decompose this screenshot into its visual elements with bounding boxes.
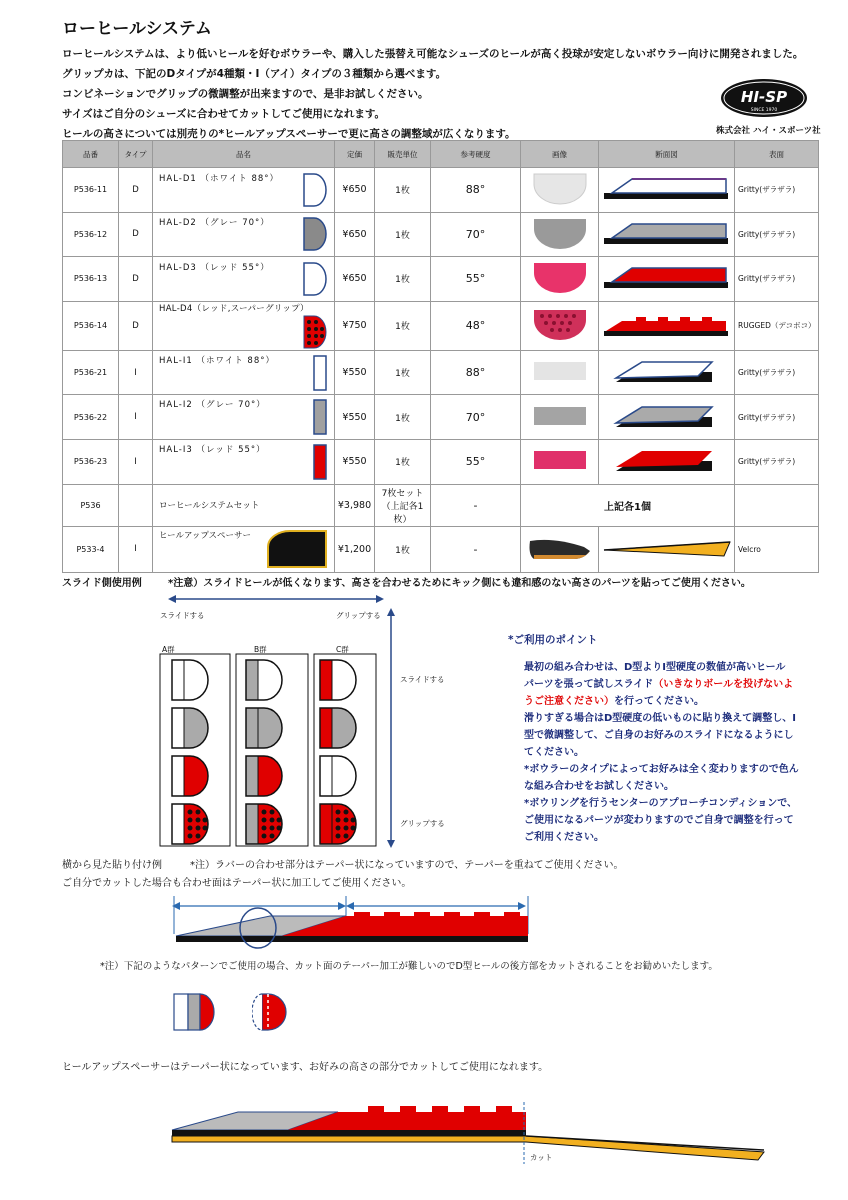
combo-a3: [172, 756, 212, 796]
cell-name: [153, 301, 335, 350]
cell-code: P536-14: [63, 301, 119, 350]
cell-name: [153, 395, 335, 440]
heel-photo: [530, 259, 590, 295]
cell-unit: 1枚: [375, 168, 431, 213]
section-diagram: [602, 173, 732, 203]
cell-section: [599, 301, 735, 350]
unit-line-2: （上記各1枚）: [381, 501, 424, 525]
header-unit: 販売単位: [375, 141, 431, 168]
product-name: HAL-D4（レッド,スーパーグリップ）: [159, 303, 309, 314]
tip-line: 最初の組み合わせは、D型よりI型硬度の数値が高いヒール: [524, 662, 786, 673]
cell-price: ¥1,200: [335, 526, 375, 572]
section-diagram: [600, 536, 734, 560]
section-diagram: [602, 218, 732, 248]
group-c-label: C群: [336, 645, 349, 654]
cell-name: [153, 526, 335, 572]
table-row: [63, 301, 819, 350]
section-diagram: [602, 445, 732, 475]
cell-code: P536: [63, 484, 119, 526]
cell-price: ¥650: [335, 168, 375, 213]
cell-code: P536-11: [63, 168, 119, 213]
cell-price: ¥3,980: [335, 484, 375, 526]
header-image: 画像: [521, 141, 599, 168]
product-name: HAL-D1 （ホワイト 88°）: [159, 173, 280, 184]
unit-line: 7枚セット: [381, 488, 424, 499]
tip-line: 型で微調整して、ご自身のお好みのスライドになるようにし: [524, 730, 794, 741]
combo-a4: [172, 804, 212, 844]
table-row: [63, 439, 819, 484]
spacer-photo: [524, 533, 596, 563]
heel-photo: [530, 215, 590, 251]
i-shape-icon: [312, 443, 328, 481]
v-grip-label: グリップする: [400, 819, 445, 828]
cell-unit: 1枚: [375, 395, 431, 440]
cell-name: ローヒールシステムセット: [153, 484, 335, 526]
header-type: タイプ: [119, 141, 153, 168]
cell-surface: Gritty(ザラザラ): [735, 395, 819, 440]
cell-type: I: [119, 350, 153, 395]
cell-name: [153, 350, 335, 395]
cell-type: D: [119, 212, 153, 257]
product-name: HAL-D3 （レッド 55°）: [159, 262, 270, 273]
combination-diagram: [158, 652, 378, 848]
cell-unit: 1枚: [375, 350, 431, 395]
combo-c1: [320, 660, 360, 700]
table-row-set: [63, 484, 819, 526]
cell-surface: Gritty(ザラザラ): [735, 439, 819, 484]
cell-code: P536-22: [63, 395, 119, 440]
section-diagram: [602, 262, 732, 292]
side-note: *注）ラバーの合わせ部分はテーパー状になっていますので、テーパーを重ねてご使用ください。: [190, 860, 624, 871]
cell-hardness: 70°: [431, 395, 521, 440]
cell-code: P536-21: [63, 350, 119, 395]
cell-hardness: -: [431, 484, 521, 526]
cell-unit: 1枚: [375, 526, 431, 572]
tip-line: ご利用ください。: [524, 832, 604, 843]
combo-b4: [246, 804, 286, 844]
cell-price: ¥650: [335, 257, 375, 302]
cell-image: [521, 439, 599, 484]
slide-note: *注意）スライドヒールが低くなります、高さを合わせるためにキック側にも違和感のない高さのパーツを貼ってご使用ください。: [168, 578, 751, 589]
intro-line: サイズはご自分のシューズに合わせてカットしてご使用になれます。: [62, 108, 385, 120]
side-heading: 横から見た貼り付け例: [62, 860, 162, 871]
tip-text: パーツを張って試しスライド: [524, 679, 654, 690]
cell-image: [521, 212, 599, 257]
spec-table: [62, 140, 819, 573]
table-row-spacer: [63, 526, 819, 572]
heel-photo: [530, 445, 590, 475]
cell-unit: 1枚: [375, 301, 431, 350]
d-shape-icon: [302, 172, 328, 208]
table-row: [63, 168, 819, 213]
cell-code: P533-4: [63, 526, 119, 572]
intro-line: ローヒールシステムは、より低いヒールを好むボウラーや、購入した張替え可能なシューズのヒールが高く投球が安定しないボウラー向けに開発されました。: [62, 48, 804, 60]
header-price: 定価: [335, 141, 375, 168]
section-diagram: [602, 356, 732, 386]
spacer-side-diagram: [168, 1100, 768, 1164]
tip-warning: （いきなりボールを投げないよ: [653, 679, 794, 690]
header-section: 断面図: [599, 141, 735, 168]
table-header-row: [63, 141, 819, 168]
pattern-example-2: [252, 992, 292, 1032]
cell-type: I: [119, 526, 153, 572]
cell-unit: 1枚: [375, 212, 431, 257]
cell-price: ¥650: [335, 212, 375, 257]
tip-line: *ボウラーのタイプによってお好みは全く変わりますので色ん: [524, 764, 799, 775]
d-shape-icon: [302, 261, 328, 297]
combo-b3: [246, 756, 286, 796]
cell-type: I: [119, 395, 153, 440]
table-row: [63, 395, 819, 440]
tip-line: てください。: [524, 747, 584, 758]
cell-section: [599, 257, 735, 302]
spacer-note: ヒールアップスペーサーはテーパー状になっています、お好みの高さの部分でカットしてご使用になれます。: [62, 1062, 549, 1073]
pattern-note: *注）下記のようなパターンでご使用の場合、カット面のテーパー加工が難しいのでD型ヒールの後方部をカットされることをお勧めいたします。: [100, 961, 718, 972]
cell-name: [153, 439, 335, 484]
product-name: HAL-I2 （グレー 70°）: [159, 400, 266, 411]
cell-hardness: -: [431, 526, 521, 572]
table-row: [63, 350, 819, 395]
cell-unit: 1枚: [375, 257, 431, 302]
pattern-example-1: [172, 992, 218, 1032]
intro-line: グリップカは、下記のDタイプが4種類・I（アイ）タイプの３種類から選べます。: [62, 68, 447, 80]
tip-line: な組み合わせをお試しください。: [524, 781, 674, 792]
intro-line: コンビネーションでグリップの微調整が出来ますので、是非お試しください。: [62, 88, 429, 100]
brand-logo: [720, 78, 808, 118]
cell-set-note: 上記各1個: [521, 484, 735, 526]
header-code: 品番: [63, 141, 119, 168]
table-row: [63, 257, 819, 302]
cell-type: D: [119, 301, 153, 350]
combo-c4: [320, 804, 360, 844]
group-b-label: B群: [254, 645, 267, 654]
group-a-label: A群: [162, 645, 175, 654]
cell-name: [153, 257, 335, 302]
cell-hardness: 55°: [431, 439, 521, 484]
cell-price: ¥550: [335, 350, 375, 395]
product-name: ヒールアップスペーサー: [159, 531, 252, 542]
heel-photo: [530, 170, 590, 206]
cell-surface: RUGGED（デコボコ）: [735, 301, 819, 350]
dotted-d-shape-icon: [302, 314, 328, 350]
cell-section: [599, 526, 735, 572]
tip-line-2: [524, 675, 793, 690]
cell-type: [119, 484, 153, 526]
spacer-shape-icon: [266, 529, 328, 569]
combo-c3: [320, 756, 360, 796]
cell-code: P536-13: [63, 257, 119, 302]
product-name: HAL-I3 （レッド 55°）: [159, 444, 266, 455]
tip-line: ご使用になるパーツが変わりますのでご自身で調整を行って: [524, 815, 794, 826]
cell-price: ¥550: [335, 395, 375, 440]
cell-surface: [735, 484, 819, 526]
heel-photo: [530, 401, 590, 431]
cell-surface: Gritty(ザラザラ): [735, 350, 819, 395]
cell-code: P536-23: [63, 439, 119, 484]
cell-type: I: [119, 439, 153, 484]
tip-warning-2: うご注意ください）: [524, 696, 614, 707]
header-surface: 表面: [735, 141, 819, 168]
product-name: HAL-D2 （グレー 70°）: [159, 218, 270, 229]
grip-label: グリップする: [336, 611, 381, 620]
slide-label: スライドする: [160, 611, 205, 620]
cell-section: [599, 168, 735, 213]
cell-unit: [375, 484, 431, 526]
cell-hardness: 88°: [431, 168, 521, 213]
cell-image: [521, 257, 599, 302]
section-diagram: [602, 401, 732, 431]
v-slide-label: スライドする: [400, 675, 445, 684]
cell-image: [521, 526, 599, 572]
combo-c2: [320, 708, 360, 748]
logo-since: SINCE 1970: [750, 108, 778, 113]
cell-surface: Gritty(ザラザラ): [735, 212, 819, 257]
cell-hardness: 55°: [431, 257, 521, 302]
cell-section: [599, 212, 735, 257]
cell-type: D: [119, 168, 153, 213]
slide-heading: スライド側使用例: [62, 578, 142, 589]
cell-hardness: 48°: [431, 301, 521, 350]
cell-hardness: 88°: [431, 350, 521, 395]
cell-name: [153, 212, 335, 257]
cell-price: ¥550: [335, 439, 375, 484]
tip-line: *ボウリングを行うセンターのアプローチコンディションで、: [524, 798, 798, 809]
header-name: 品名: [153, 141, 335, 168]
heel-photo: [530, 356, 590, 386]
tip-line-3: [524, 692, 704, 707]
cell-image: [521, 301, 599, 350]
i-shape-icon: [312, 354, 328, 392]
tip-line: 滑りすぎる場合はD型硬度の低いものに貼り換えて調整し、I: [524, 713, 797, 724]
heel-photo: [530, 306, 590, 342]
cell-surface: Gritty(ザラザラ): [735, 168, 819, 213]
cell-image: [521, 168, 599, 213]
company-name: 株式会社 ハイ・スポーツ社: [716, 126, 821, 136]
cell-hardness: 70°: [431, 212, 521, 257]
cut-label: カット: [530, 1153, 553, 1162]
combo-b1: [246, 660, 286, 700]
cell-section: [599, 439, 735, 484]
logo-brand: HI-SP: [740, 88, 788, 106]
cell-code: P536-12: [63, 212, 119, 257]
d-shape-icon: [302, 216, 328, 252]
intro-line: ヒールの高さについては別売りの*ヒールアップスペーサーで更に高さの調整域が広くなります。: [62, 128, 516, 140]
combo-a1: [172, 660, 212, 700]
combo-a2: [172, 708, 212, 748]
cell-section: [599, 350, 735, 395]
cell-image: [521, 395, 599, 440]
page-title: ローヒールシステム: [62, 19, 212, 39]
i-shape-icon: [312, 398, 328, 436]
cell-image: [521, 350, 599, 395]
product-name: HAL-I1 （ホワイト 88°）: [159, 355, 275, 366]
cell-section: [599, 395, 735, 440]
table-row: [63, 212, 819, 257]
cell-type: D: [119, 257, 153, 302]
cell-surface: Velcro: [735, 526, 819, 572]
header-hardness: 参考硬度: [431, 141, 521, 168]
horizontal-arrow: [166, 592, 386, 606]
section-diagram: [602, 309, 732, 339]
cell-surface: Gritty(ザラザラ): [735, 257, 819, 302]
side-note-2: ご自分でカットした場合も合わせ面はテーパー状に加工してご使用ください。: [62, 878, 412, 889]
cell-unit: 1枚: [375, 439, 431, 484]
side-view-diagram: [170, 894, 538, 950]
cell-name: [153, 168, 335, 213]
combo-b2: [246, 708, 286, 748]
cell-price: ¥750: [335, 301, 375, 350]
tip-text: を行ってください。: [614, 696, 704, 707]
tips-heading: *ご利用のポイント: [508, 634, 598, 646]
vertical-arrow: [384, 606, 398, 850]
